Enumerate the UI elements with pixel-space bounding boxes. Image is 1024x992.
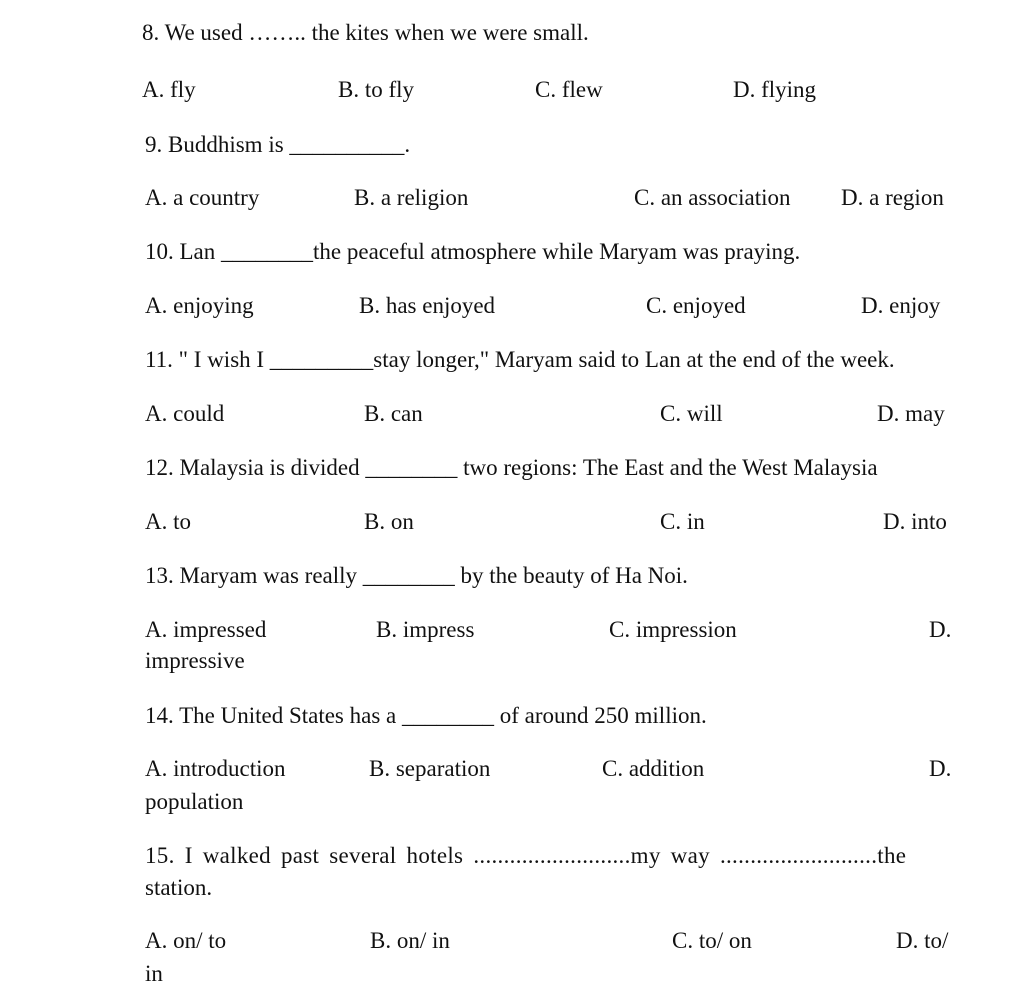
question-14-stem: 14. The United States has a ________ of around 250 million. <box>145 703 707 728</box>
question-10-option-d[interactable]: D. enjoy <box>861 293 941 318</box>
question-15-option-a[interactable]: A. on/ to <box>145 928 227 953</box>
question-13-stem: 13. Maryam was really ________ by the beauty of Ha Noi. <box>145 563 688 588</box>
question-11-stem: 11. " I wish I _________stay longer," Maryam said to Lan at the end of the week. <box>145 347 895 372</box>
question-10-stem: 10. Lan ________the peaceful atmosphere while Maryam was praying. <box>145 239 801 264</box>
question-14-option-c[interactable]: C. addition <box>602 756 705 781</box>
question-11-option-b[interactable]: B. can <box>364 401 423 426</box>
question-15-option-d-continued[interactable]: in <box>145 961 163 986</box>
question-14-option-a[interactable]: A. introduction <box>145 756 286 781</box>
question-13-option-a[interactable]: A. impressed <box>145 617 267 642</box>
question-11-option-a[interactable]: A. could <box>145 401 225 426</box>
question-15-stem: 15. I walked past several hotels ..........................my way ..........................the <box>145 843 907 868</box>
question-15-option-d[interactable]: D. to/ <box>896 928 949 953</box>
question-9-option-a[interactable]: A. a country <box>145 185 260 210</box>
question-12-option-b[interactable]: B. on <box>364 509 414 534</box>
question-9-option-c[interactable]: C. an association <box>634 185 791 210</box>
question-13-option-d-continued[interactable]: impressive <box>145 648 245 673</box>
question-12-option-c[interactable]: C. in <box>660 509 705 534</box>
question-15-option-b[interactable]: B. on/ in <box>370 928 450 953</box>
question-8-option-b[interactable]: B. to fly <box>338 77 415 102</box>
question-8-option-c[interactable]: C. flew <box>535 77 603 102</box>
question-13-option-c[interactable]: C. impression <box>609 617 737 642</box>
question-14-option-d[interactable]: D. <box>929 756 952 781</box>
question-9-option-d[interactable]: D. a region <box>841 185 944 210</box>
question-13-option-b[interactable]: B. impress <box>376 617 475 642</box>
question-9-option-b[interactable]: B. a religion <box>354 185 469 210</box>
question-9-stem: 9. Buddhism is __________. <box>145 132 411 157</box>
question-12-stem: 12. Malaysia is divided ________ two regions: The East and the West Malaysia <box>145 455 878 480</box>
question-14-option-d-continued[interactable]: population <box>145 789 244 814</box>
question-12-option-a[interactable]: A. to <box>145 509 191 534</box>
question-8-stem: 8. We used …….. the kites when we were small. <box>142 20 589 45</box>
question-11-option-d[interactable]: D. may <box>877 401 945 426</box>
question-12-option-d[interactable]: D. into <box>883 509 947 534</box>
question-10-option-b[interactable]: B. has enjoyed <box>359 293 496 318</box>
question-11-option-c[interactable]: C. will <box>660 401 723 426</box>
question-8-option-a[interactable]: A. fly <box>142 77 196 102</box>
question-8-option-d[interactable]: D. flying <box>733 77 817 102</box>
question-10-option-c[interactable]: C. enjoyed <box>646 293 746 318</box>
question-13-option-d[interactable]: D. <box>929 617 952 642</box>
question-10-option-a[interactable]: A. enjoying <box>145 293 254 318</box>
question-15-option-c[interactable]: C. to/ on <box>672 928 752 953</box>
question-14-option-b[interactable]: B. separation <box>369 756 491 781</box>
question-15-stem-continued: station. <box>145 875 213 900</box>
